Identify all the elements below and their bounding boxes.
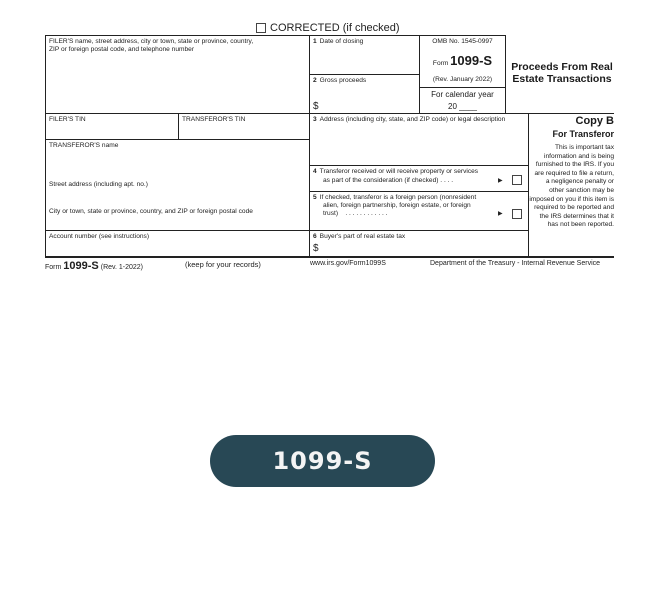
omb-right-border	[505, 35, 506, 113]
tin-row-bottom	[45, 139, 309, 140]
box3-bottom	[309, 165, 528, 166]
city-label: City or town, state or province, country, and ZIP or foreign postal code	[49, 208, 253, 215]
box4-arrow-icon: ▶	[498, 178, 503, 184]
box2-dollar-sign: $	[313, 101, 319, 112]
box2-label: 2 Gross proceeds	[313, 77, 367, 84]
box5-label-line2: alien, foreign partnership, foreign estate, or foreign	[323, 202, 471, 209]
box4-label-line1: 4 Transferor received or will receive property or services	[313, 168, 479, 175]
corrected-checkbox[interactable]	[256, 23, 266, 33]
filer-info-label-1: FILER'S name, street address, city or town, state or province, country,	[49, 38, 254, 45]
copy-b-title: Copy B	[575, 115, 614, 127]
transferor-name-label: TRANSFEROR'S name	[49, 142, 119, 149]
account-number-label: Account number (see instructions)	[49, 233, 150, 240]
account-number-field[interactable]	[46, 242, 308, 255]
filer-tin-field[interactable]	[46, 125, 177, 138]
box5-checkbox[interactable]	[512, 209, 522, 219]
box5-arrow-icon: ▶	[498, 211, 503, 217]
corrected-label: CORRECTED (if checked)	[270, 22, 400, 34]
box1-bottom	[309, 74, 419, 75]
omb-divider	[419, 87, 505, 88]
calendar-year: 20 ____	[448, 102, 477, 111]
form-badge-label: 1099-S	[272, 447, 373, 475]
box1-label: 1 Date of closing	[313, 38, 364, 45]
box6-dollar-sign: $	[313, 243, 319, 254]
form-revision: (Rev. January 2022)	[432, 76, 493, 83]
city-field[interactable]	[46, 217, 308, 229]
filer-info-label-2: ZIP or foreign postal code, and telephone number	[49, 46, 195, 53]
street-address-field[interactable]	[46, 190, 308, 204]
copy-b-subtitle: For Transferor	[552, 129, 614, 139]
footer-form-id: Form 1099-S (Rev. 1-2022)	[45, 260, 144, 272]
calendar-year-field[interactable]: ____	[459, 102, 477, 111]
transferor-name-field[interactable]	[46, 151, 308, 177]
copy-b-notice: This is important tax information and is being furnished to the IRS. If you are required to file a return, a negligence penalty or other sanction may be imposed on you if this item is required to be reported and the IRS determines that it has not been reported.	[529, 144, 614, 229]
box4-bottom	[309, 191, 528, 192]
box5-label-line1: 5 If checked, transferor is a foreign person (nonresident	[313, 194, 477, 201]
box3-label: 3 Address (including city, state, and ZIP code) or legal description	[313, 116, 506, 123]
calendar-year-label: For calendar year	[431, 90, 494, 99]
copy-b-panel	[529, 115, 614, 230]
box4-label-line2: as part of the consideration (if checked) . . . .	[323, 177, 454, 184]
footer-department: Department of the Treasury - Internal Revenue Service	[430, 260, 601, 267]
form-title: Proceeds From Real Estate Transactions	[511, 61, 613, 85]
corrected-checkbox-row	[256, 22, 400, 34]
property-address-field[interactable]	[310, 126, 527, 164]
box6-label: 6 Buyer's part of real estate tax	[313, 233, 406, 240]
gross-proceeds-field[interactable]	[322, 98, 418, 112]
box4-checkbox[interactable]	[512, 175, 522, 185]
form-badge	[210, 435, 435, 487]
transferor-tin-field[interactable]	[179, 125, 308, 138]
date-of-closing-field[interactable]	[310, 47, 418, 73]
footer-keep-note: (keep for your records)	[185, 260, 261, 269]
omb-number: OMB No. 1545-0997	[432, 38, 493, 45]
street-address-label: Street address (including apt. no.)	[49, 181, 148, 188]
filer-tin-label: FILER'S TIN	[49, 116, 86, 123]
buyers-real-estate-tax-field[interactable]	[322, 242, 527, 255]
footer-url: www.irs.gov/Form1099S	[310, 260, 386, 267]
row-divider-account	[45, 230, 528, 231]
form-id: Form 1099-S	[432, 53, 493, 68]
box5-label-line3: trust) . . . . . . . . . . . .	[323, 210, 388, 217]
form-top-border	[45, 35, 506, 36]
transferor-tin-label: TRANSFEROR'S TIN	[182, 116, 246, 123]
filer-info-field[interactable]	[46, 55, 308, 112]
